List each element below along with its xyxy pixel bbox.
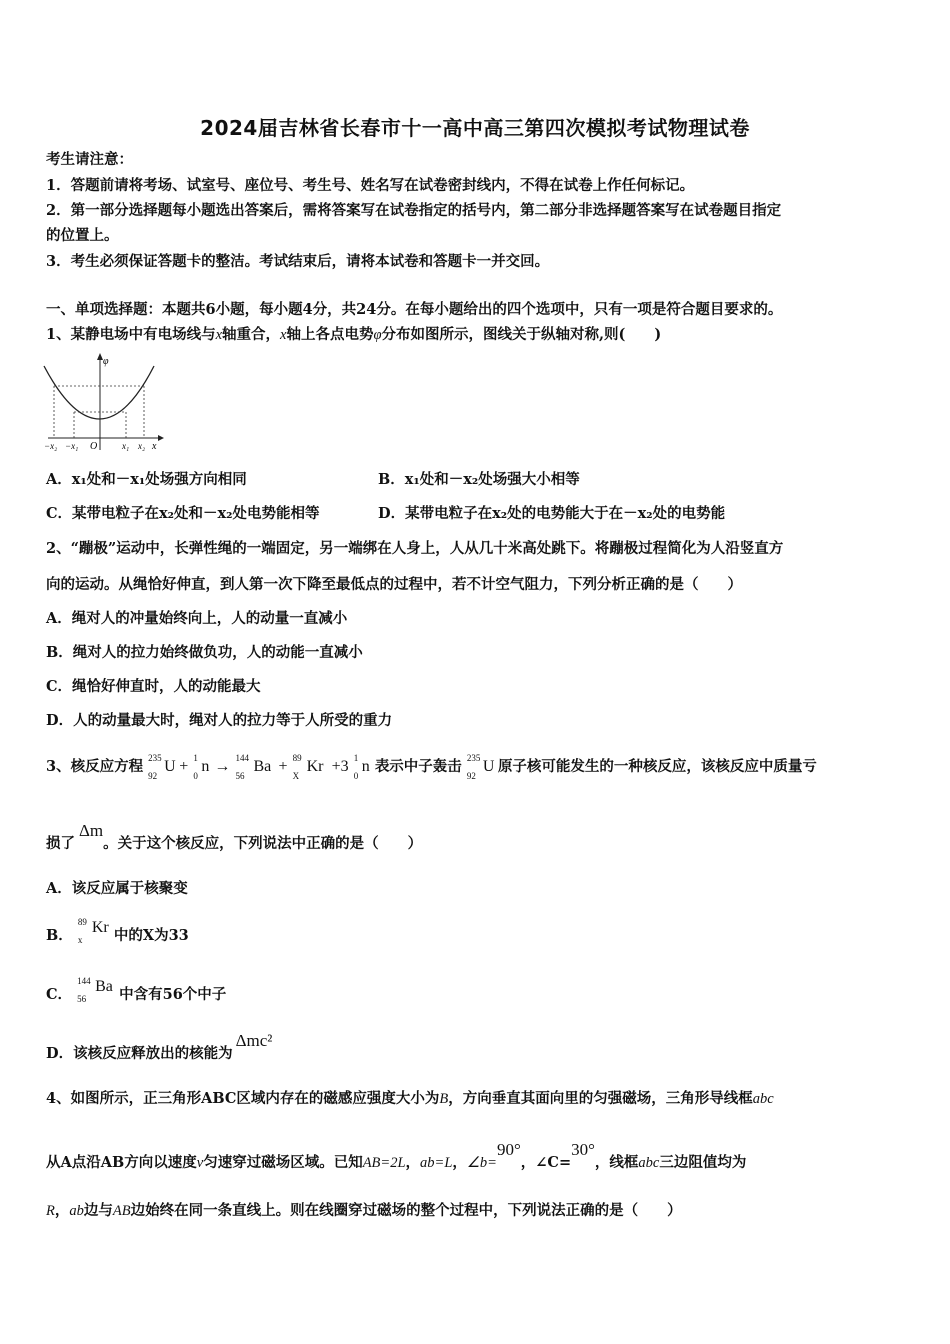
q3-option-b [46,917,189,946]
atomic-number: 56 [235,771,245,781]
q4-text: ，线框 [594,1154,639,1171]
q4-text: 从A点沿AB方向以速度 [46,1154,197,1171]
q3-stem-line1 [46,753,817,781]
q4-var-AB: AB [112,1203,131,1219]
mass-number: 89 [292,753,302,763]
y-axis-label: φ [103,356,109,367]
mass-number: 1 [353,753,359,763]
mass-defect-symbol: Δm [79,821,104,840]
q1-stem-part: 轴上各点电势 [286,326,374,343]
plus-sign: + [179,758,189,775]
potential-curve [44,366,154,419]
q4-text: ， [452,1154,467,1171]
notice-item-3: 3．考生必须保证答题卡的整洁。考试结束后，请将本试卷和答题卡一并交回。 [46,253,550,270]
q3-stem-line2 [46,821,423,854]
q3-lead: 3、核反应方程 [46,758,144,775]
energy-expression: Δmc² [235,1031,273,1050]
nuclide-kr89 [292,753,327,781]
element-symbol: Kr [91,919,109,936]
element-symbol: Ba [95,978,113,995]
q4-var-r: R [46,1203,55,1219]
q4-text: 边与 [83,1202,113,1219]
element-symbol: n [201,758,210,775]
nuclide-kr89 [77,917,114,946]
nuclide-neutron [193,753,210,781]
q4-text: 三边阻值均为 [659,1154,747,1171]
q4-text: ， [520,1154,536,1171]
q1-var-x: x [280,327,287,343]
notice-item-1: 1．答题前请将考场、试室号、座位号、考生号、姓名写在试卷密封线内，不得在试卷上作任何标记。 [46,177,695,194]
q1-potential-graph [40,352,165,454]
option-label: B． [46,927,73,944]
plus-three: +3 [331,758,349,775]
q4-stem-line3 [46,1201,682,1221]
q3-tail-text: 原子核可能发生的一种核反应，该核反应中质量亏 [497,758,817,775]
q4-var-abc: abc [638,1155,660,1171]
nuclide-u235 [466,753,495,781]
tick-x2: x₂ [138,441,146,451]
q1-option-b: B．x₁处和－x₂处场强大小相等 [378,471,580,488]
tick-neg-x2: −x₂ [44,441,58,451]
page-title: 2024届吉林省长春市十一高中高三第四次模拟考试物理试卷 [200,116,750,140]
mass-number: 144 [235,753,249,763]
notice-heading: 考生请注意： [46,151,133,168]
q4-stem-line1 [46,1089,774,1109]
tick-neg-x1: −x₁ [65,441,79,451]
q4-text: ， [405,1154,421,1171]
q4-var-abc: abc [752,1091,774,1107]
q1-stem-part: 1、某静电场中有电场线与 [46,326,216,343]
nuclide-neutron [353,753,370,781]
section-heading: 一、单项选择题：本题共6小题，每小题4分，共24分。在每小题给出的四个选项中，只有一项是符合题目要求的。 [46,301,783,318]
atomic-number: 56 [77,994,87,1004]
q3-option-b-text: 中的X为33 [113,927,189,944]
nuclide-u235 [148,753,176,781]
q2-option-d: D．人的动量最大时，绳对人的拉力等于人所受的重力 [46,712,393,729]
q2-option-b: B．绳对人的拉力始终做负功，人的动能一直减小 [46,644,363,661]
q4-var-v: v [196,1155,204,1171]
q3-option-a: A．该反应属于核聚变 [46,880,188,897]
q2-stem-line1: 2、“蹦极”运动中，长弹性绳的一端固定，另一端绑在人身上，人从几十米高处跳下。将蹦极过程简化为人沿竖直方 [46,540,784,557]
q3-line2-part: 。关于这个核反应，下列说法中正确的是（ ） [103,835,423,852]
atomic-number: 0 [353,771,359,781]
q4-deg-90: 90° [496,1140,521,1159]
q4-text: 4、如图所示，正三角形ABC区域内存在的磁感应强度大小为 [46,1090,440,1107]
reaction-arrow: → [214,758,231,775]
element-symbol: Kr [306,758,324,775]
option-label: C． [46,986,73,1003]
origin-label: O [90,441,98,452]
element-symbol: Ba [253,758,272,775]
mass-number: 1 [193,753,198,763]
q4-stem-line2 [46,1140,747,1173]
q4-var-ab: ab [69,1203,84,1219]
nuclide-ba144 [77,976,119,1005]
q1-var-phi: φ [373,327,382,343]
mass-number: 235 [466,753,481,763]
atomic-number: X [292,771,300,781]
q4-text: ， [54,1202,70,1219]
mass-number: 144 [77,976,91,986]
q4-expr-ab2l: AB=2L [362,1155,406,1171]
element-symbol: U [482,758,495,775]
q4-text: ，方向垂直其面向里的匀强磁场，三角形导线框 [448,1090,753,1107]
x-axis-arrow [158,435,164,441]
q2-stem-line2: 向的运动。从绳恰好伸直，到人第一次下降至最低点的过程中，若不计空气阻力，下列分析正确的是（ ） [46,576,742,593]
mass-number: 235 [148,753,162,763]
q3-option-c [46,976,227,1005]
element-symbol: U [164,758,176,775]
atomic-number: 0 [193,771,198,781]
q1-option-d: D．某带电粒子在x₂处的电势能大于在－x₂处的电势能 [378,505,726,522]
q4-text: 边始终在同一条直线上。则在线圈穿过磁场的整个过程中，下列说法正确的是（ ） [130,1202,682,1219]
q4-angle-c: ∠C= [535,1154,572,1171]
element-symbol: n [361,758,370,775]
q1-option-a: A．x₁处和－x₁处场强方向相同 [46,471,247,488]
q4-var-b: B [439,1091,449,1107]
q1-stem [46,325,661,345]
q1-option-c: C．某带电粒子在x₂处和－x₂处电势能相等 [46,505,320,522]
q3-option-c-text: 中含有56个中子 [119,986,227,1003]
atomic-number: 92 [466,771,476,781]
q4-angle-b: ∠b= [466,1155,497,1171]
notice-item-2-cont: 的位置上。 [46,227,119,244]
q4-expr-abl: ab=L [420,1155,453,1171]
q1-stem-part: 轴重合， [222,326,281,343]
x-axis-label: x [152,441,157,452]
q3-option-d [46,1031,273,1064]
nuclide-ba144 [235,753,273,781]
q3-mid-text: 表示中子轰击 [374,758,462,775]
q3-option-d-text: D．该核反应释放出的核能为 [46,1045,233,1062]
mass-number: 89 [77,917,87,927]
atomic-number: x [77,935,83,945]
q2-option-c: C．绳恰好伸直时，人的动能最大 [46,678,261,695]
q4-deg-30: 30° [571,1140,595,1159]
plus-sign: + [278,758,288,775]
notice-item-2: 2．第一部分选择题每小题选出答案后，需将答案写在试卷指定的括号内，第二部分非选择题答案写在试卷题目指定 [46,202,782,219]
atomic-number: 92 [148,771,158,781]
q1-stem-part: 分布如图所示，图线关于纵轴对称,则( ) [381,326,662,343]
q4-text: 匀速穿过磁场区域。已知 [203,1154,363,1171]
q1-var-x: x [215,327,223,343]
q2-option-a: A．绳对人的冲量始终向上，人的动量一直减小 [46,610,348,627]
q3-line2-part: 损了 [46,835,75,852]
tick-x1: x₁ [122,441,130,451]
